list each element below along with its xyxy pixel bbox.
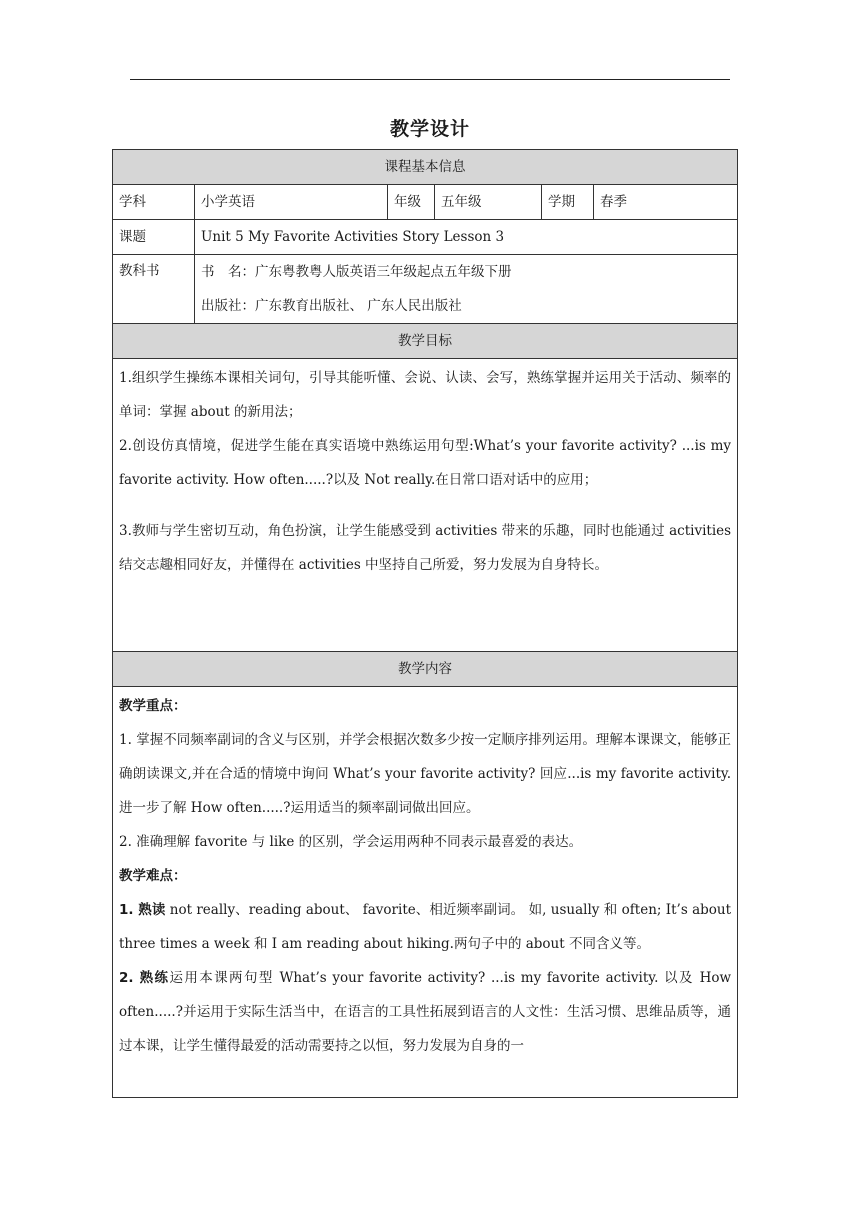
key-points-heading: 教学重点：: [119, 698, 187, 714]
difficulty-item: [119, 893, 731, 961]
header-rule: [130, 79, 730, 80]
key-point-item: 2. 准确理解 favorite 与 like 的区别，学会运用两种不同表示最喜爱的表达。: [119, 834, 583, 850]
page-title: 教学设计: [389, 118, 470, 140]
grade-label: 年级: [388, 185, 435, 220]
info-row: [113, 185, 738, 220]
difficulty-lead: 1. 熟读: [119, 902, 166, 918]
objective-item: 1.组织学生操练本课相关词句，引导其能听懂、会说、认读、会写，熟练掌握并运用关于活动、频率的单词：掌握 about 的新用法；: [119, 370, 732, 420]
key-point-item: 1. 掌握不同频率副词的含义与区别，并学会根据次数多少按一定顺序排列运用。理解本课课文，能够正确朗读课文,并在合适的情境中询问 What’s your favorite activity? 回应...is my favorite activity. 进一步了解 How often.....?运用适当的频率副词做出回应。: [119, 732, 732, 816]
textbook-label: 教科书: [113, 255, 195, 324]
topic-label: 课题: [113, 220, 195, 255]
objective-item: 2.创设仿真情境，促进学生能在真实语境中熟练运用句型:What’s your favorite activity? ...is my favorite activity. How often.....?以及 Not really.在日常口语对话中的应用；: [119, 438, 732, 488]
lesson-plan-table: [112, 149, 738, 1098]
term-label: 学期: [542, 185, 594, 220]
topic-row: [113, 220, 738, 255]
textbook-row: [113, 255, 738, 324]
subject-value: 小学英语: [195, 185, 388, 220]
difficulty-text: not really、reading about、 favorite、相近频率副词。 如, usually 和 often; It’s about three times a week 和 I am reading about hiking.两句子中的 about 不同含义等。: [119, 902, 732, 952]
difficulties-heading: 教学难点：: [119, 868, 187, 884]
grade-value: 五年级: [435, 185, 542, 220]
textbook-value: [195, 255, 738, 324]
content-cell: [113, 687, 738, 1098]
term-value: 春季: [594, 185, 738, 220]
objective-item: 3.教师与学生密切互动，角色扮演，让学生能感受到 activities 带来的乐趣，同时也能通过 activities 结交志趣相同好友，并懂得在 activities 中坚持自己所爱，努力发展为自身特长。: [119, 523, 732, 573]
textbook-publisher: 出版社：广东教育出版社、 广东人民出版社: [201, 298, 462, 314]
content-row: [113, 687, 738, 1098]
difficulty-item: [119, 961, 731, 1063]
textbook-name: 书 名：广东粤教粤人版英语三年级起点五年级下册: [201, 264, 512, 280]
subject-label: 学科: [113, 185, 195, 220]
section-basic-info: 课程基本信息: [113, 150, 738, 185]
difficulty-text: 运用本课两句型 What’s your favorite activity? ...is my favorite activity. 以及 How often.....?并运用于实际生活当中，在语言的工具性拓展到语言的人文性：生活习惯、思维品质等，通过本课，让学生懂得最爱的活动需要持之以恒，努力发展为自身的一: [119, 970, 732, 1054]
topic-value: Unit 5 My Favorite Activities Story Lesson 3: [195, 220, 738, 255]
objectives-cell: [113, 359, 738, 652]
section-content: 教学内容: [113, 652, 738, 687]
objectives-row: [113, 359, 738, 652]
section-objectives: 教学目标: [113, 324, 738, 359]
difficulty-lead: 2. 熟练: [119, 970, 170, 986]
